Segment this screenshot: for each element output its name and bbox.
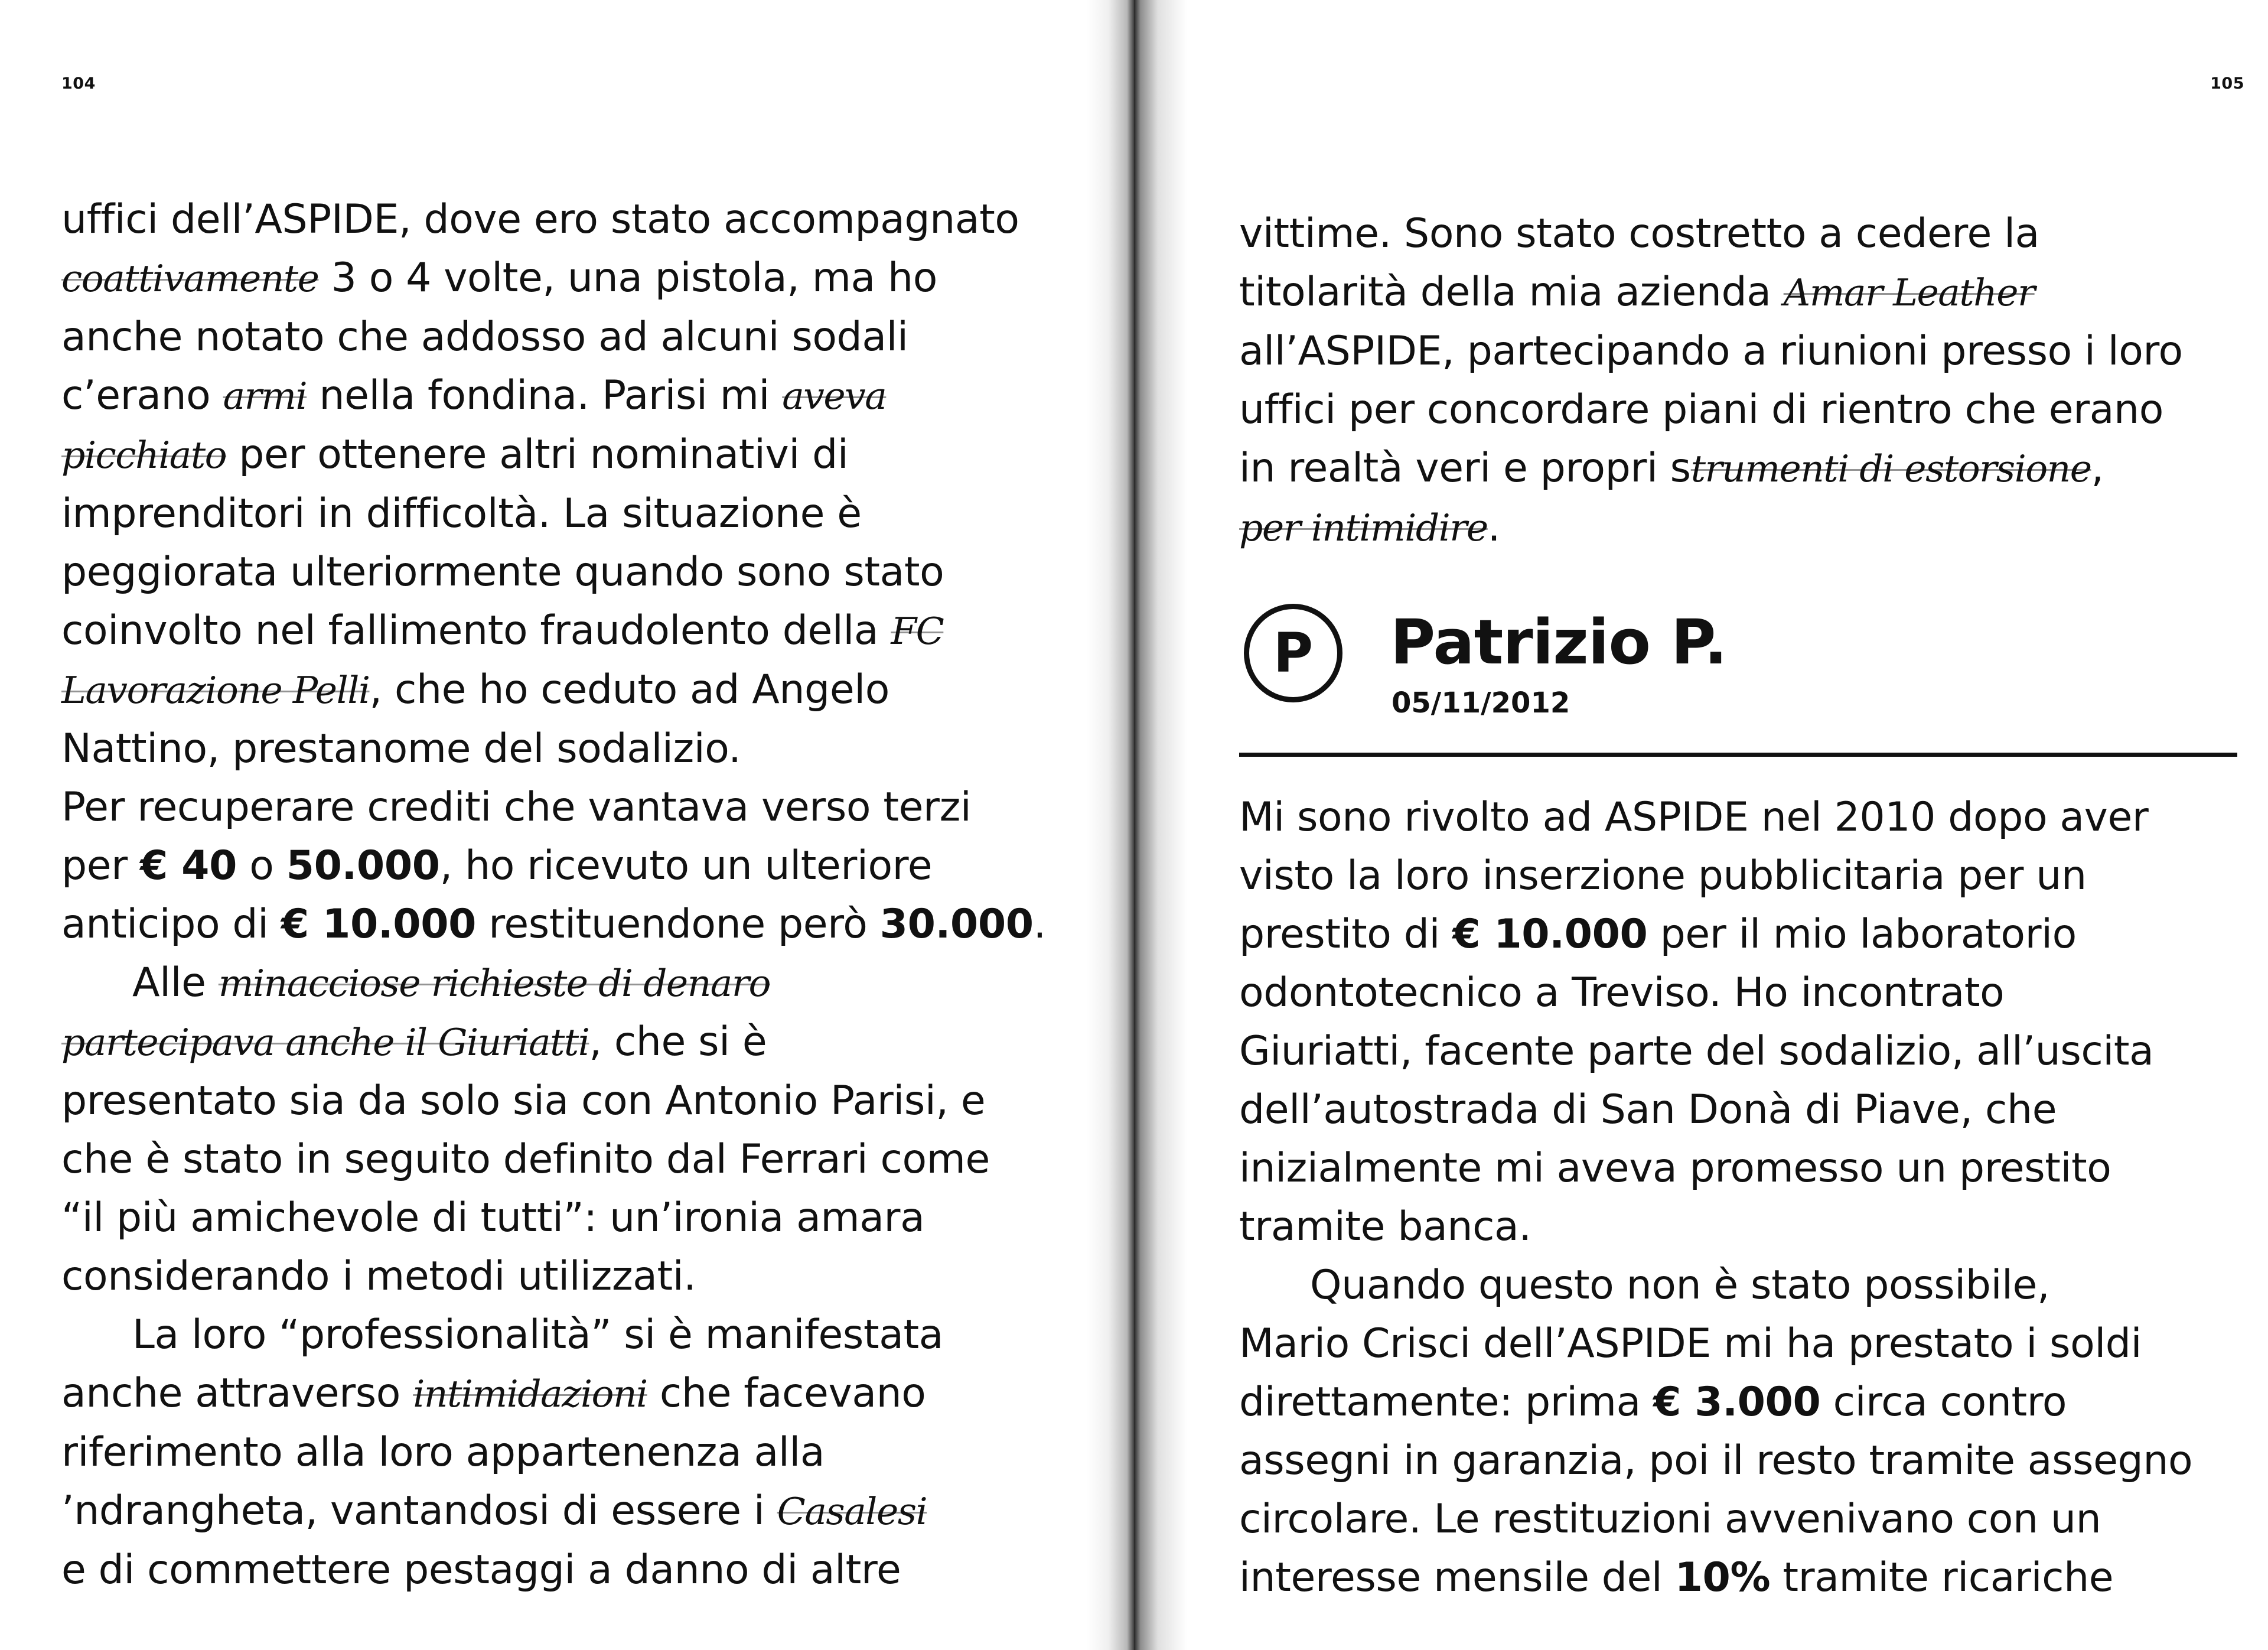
text-line: [1239, 204, 2243, 263]
text-line: [1239, 498, 2243, 557]
text-line: [1239, 1081, 2243, 1139]
text-line: [61, 543, 1101, 601]
text-segment: anche notato che addosso ad alcuni sodali: [61, 314, 908, 360]
text-segment: che è stato in seguito definito dal Ferrari come: [61, 1136, 990, 1183]
text-segment: che facevano: [647, 1370, 926, 1417]
text-segment: La loro “professionalità” si è manifestata: [132, 1311, 944, 1358]
text-segment: in realtà veri e propri s: [1239, 445, 1691, 492]
text-segment: anticipo di: [61, 901, 281, 948]
text-line: [61, 1364, 1101, 1423]
text-line: [1239, 322, 2243, 380]
emphasis-text: armi: [223, 375, 307, 418]
text-segment: ,: [2091, 445, 2104, 492]
body-text-left: [61, 190, 1101, 1599]
text-segment: uffici per concordare piani di rientro che erano: [1239, 386, 2163, 433]
text-segment: anche attraverso: [61, 1370, 413, 1417]
text-segment: , che ho ceduto ad Angelo: [369, 666, 889, 713]
text-line: [1239, 1548, 2243, 1607]
text-segment: Mi sono rivolto ad ASPIDE nel 2010 dopo aver: [1239, 794, 2149, 841]
right-page: [1134, 0, 2268, 1650]
text-segment: uffici dell’ASPIDE, dove ero stato accompagnato: [61, 196, 1019, 243]
page-number-right: 105: [2210, 74, 2244, 93]
text-segment: per ottenere altri nominativi di: [226, 431, 849, 478]
emphasis-text: intimidazioni: [413, 1372, 647, 1415]
text-segment: dell’autostrada di San Donà di Piave, che: [1239, 1086, 2057, 1133]
emphasis-text: minacciose richieste di denaro: [218, 962, 770, 1005]
text-segment: Nattino, prestanome del sodalizio.: [61, 725, 741, 772]
text-segment: riferimento alla loro appartenenza alla: [61, 1429, 825, 1476]
bold-amount: € 40: [139, 842, 237, 889]
text-segment: c’erano: [61, 372, 223, 419]
text-line: [1239, 1314, 2243, 1373]
bold-amount: € 10.000: [1452, 911, 1648, 958]
text-line: [1239, 1256, 2243, 1314]
text-segment: odontotecnico a Treviso. Ho incontrato: [1239, 969, 2005, 1016]
text-segment: presentato sia da solo sia con Antonio Parisi, e: [61, 1078, 986, 1124]
text-line: [1239, 1022, 2243, 1081]
text-line: [1239, 1197, 2243, 1256]
emphasis-text: partecipava anche il Giuriatti: [61, 1021, 589, 1064]
text-segment: “il più amichevole di tutti”: un’ironia amara: [61, 1195, 925, 1241]
text-line: [61, 1423, 1101, 1482]
text-segment: considerando i metodi utilizzati.: [61, 1253, 696, 1300]
text-line: [61, 601, 1101, 660]
text-segment: per: [61, 842, 140, 889]
text-line: [61, 249, 1101, 308]
text-segment: Giuriatti, facente parte del sodalizio, all’uscita: [1239, 1028, 2154, 1075]
text-line: [61, 1130, 1101, 1189]
text-segment: e di commettere pestaggi a danno di altre: [61, 1547, 901, 1593]
text-line: [1239, 380, 2243, 439]
emphasis-text: Casalesi: [777, 1490, 927, 1533]
emphasis-text: picchiato: [61, 434, 227, 477]
text-line: [61, 1189, 1101, 1247]
text-segment: imprenditori in difficoltà. La situazione è: [61, 490, 862, 537]
text-segment: titolarità della mia azienda: [1239, 269, 1784, 315]
text-line: [1239, 263, 2243, 322]
text-line: [61, 720, 1101, 778]
text-line: [61, 308, 1101, 366]
testimony-header: [1239, 598, 2237, 757]
body-text-right-top: [1239, 204, 2243, 557]
text-segment: Quando questo non è stato possibile,: [1310, 1262, 2050, 1309]
text-line: [1239, 439, 2243, 498]
bold-amount: 50.000: [286, 842, 440, 889]
text-segment: restituendone però: [476, 901, 880, 948]
text-segment: tramite ricariche: [1770, 1554, 2114, 1601]
testimony-date: 05/11/2012: [1392, 686, 1570, 720]
body-text-right-bottom: [1239, 788, 2243, 1607]
text-segment: interesse mensile del: [1239, 1554, 1675, 1601]
text-line: [61, 660, 1101, 720]
text-segment: circolare. Le restituzioni avvenivano con un: [1239, 1496, 2101, 1542]
text-segment: , ho ricevuto un ulteriore: [439, 842, 933, 889]
text-segment: Per recuperare crediti che vantava verso terzi: [61, 784, 972, 831]
text-segment: tramite banca.: [1239, 1203, 1531, 1250]
text-segment: , che si è: [589, 1018, 767, 1065]
bold-amount: € 10.000: [281, 901, 477, 948]
text-line: [61, 1482, 1101, 1541]
text-segment: .: [1033, 901, 1046, 948]
text-line: [1239, 1139, 2243, 1197]
author-initial-badge: P: [1244, 604, 1342, 702]
bold-amount: € 3.000: [1653, 1379, 1821, 1426]
page-number-left: 104: [61, 74, 96, 93]
text-line: [61, 895, 1101, 953]
emphasis-text: coattivamente: [61, 257, 319, 300]
text-line: [1239, 1373, 2243, 1431]
text-line: [61, 953, 1101, 1013]
section-divider: [1239, 753, 2237, 757]
text-line: [1239, 964, 2243, 1022]
text-segment: Mario Crisci dell’ASPIDE mi ha prestato i soldi: [1239, 1320, 2142, 1367]
text-line: [1239, 905, 2243, 964]
emphasis-text: per intimidire: [1239, 506, 1488, 549]
text-segment: coinvolto nel fallimento fraudolento della: [61, 607, 891, 654]
text-line: [61, 1247, 1101, 1306]
emphasis-text: Amar Leather: [1783, 271, 2035, 314]
emphasis-text: FC: [891, 610, 944, 653]
text-segment: vittime. Sono stato costretto a cedere la: [1239, 210, 2039, 257]
text-line: [1239, 847, 2243, 905]
text-segment: 3 o 4 volte, una pistola, ma ho: [318, 255, 937, 301]
text-segment: ’ndrangheta, vantandosi di essere i: [61, 1488, 777, 1534]
text-line: [61, 425, 1101, 484]
text-line: [61, 1541, 1101, 1599]
text-segment: peggiorata ulteriormente quando sono stato: [61, 549, 944, 595]
text-segment: direttamente: prima: [1239, 1379, 1654, 1426]
text-segment: .: [1487, 504, 1500, 551]
text-segment: nella fondina. Parisi mi: [307, 372, 783, 419]
text-line: [61, 190, 1101, 249]
text-line: [61, 366, 1101, 425]
text-segment: Alle: [132, 959, 219, 1006]
text-segment: prestito di: [1239, 911, 1453, 958]
author-name: Patrizio P.: [1390, 606, 1727, 678]
text-line: [61, 484, 1101, 543]
bold-amount: 10%: [1674, 1554, 1771, 1601]
emphasis-text: aveva: [782, 375, 887, 418]
text-line: [1239, 1490, 2243, 1548]
text-segment: circa contro: [1820, 1379, 2067, 1426]
text-line: [61, 778, 1101, 837]
text-line: [61, 1306, 1101, 1364]
text-line: [61, 1072, 1101, 1130]
text-segment: assegni in garanzia, poi il resto tramite assegno: [1239, 1437, 2193, 1484]
text-line: [1239, 1431, 2243, 1490]
emphasis-text: trumenti di estorsione: [1690, 447, 2091, 490]
text-line: [1239, 788, 2243, 847]
text-line: [61, 1013, 1101, 1072]
text-segment: all’ASPIDE, partecipando a riunioni presso i loro: [1239, 328, 2183, 375]
text-segment: per il mio laboratorio: [1647, 911, 2077, 958]
text-segment: inizialmente mi aveva promesso un prestito: [1239, 1145, 2111, 1192]
text-line: [61, 837, 1101, 895]
emphasis-text: Lavorazione Pelli: [61, 669, 370, 712]
bold-amount: 30.000: [879, 901, 1034, 948]
text-segment: o: [237, 842, 286, 889]
text-segment: visto la loro inserzione pubblicitaria per un: [1239, 852, 2087, 899]
